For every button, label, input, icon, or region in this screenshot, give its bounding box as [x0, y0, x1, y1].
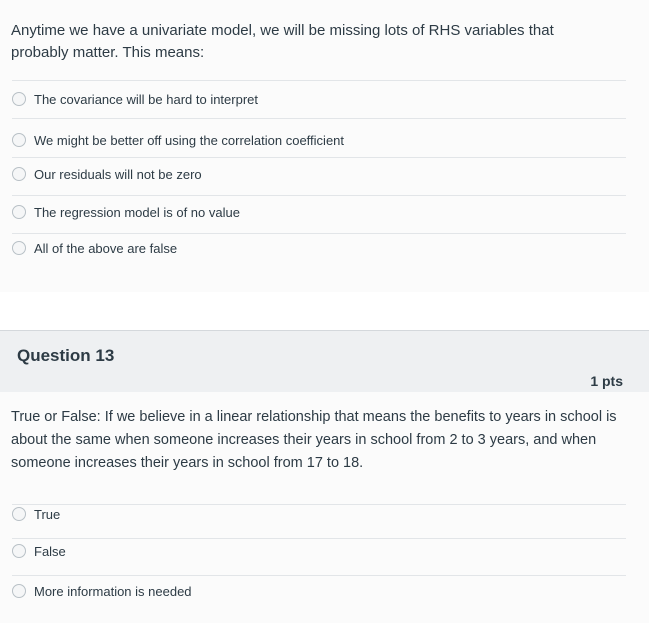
answer-label: More information is needed — [34, 583, 192, 599]
question-header — [0, 330, 649, 393]
radio-button[interactable] — [12, 544, 26, 558]
question-points: 1 pts — [590, 373, 623, 389]
divider — [12, 504, 626, 505]
divider — [12, 80, 626, 81]
divider — [12, 233, 626, 234]
answer-label: Our residuals will not be zero — [34, 166, 202, 182]
divider — [12, 575, 626, 576]
answer-option[interactable] — [12, 88, 258, 110]
answer-option[interactable] — [12, 201, 240, 223]
answer-option[interactable] — [12, 237, 177, 259]
divider — [12, 157, 626, 158]
answer-option[interactable] — [12, 580, 192, 602]
radio-button[interactable] — [12, 584, 26, 598]
radio-button[interactable] — [12, 205, 26, 219]
answer-label: The covariance will be hard to interpret — [34, 91, 259, 107]
answer-option[interactable] — [12, 503, 60, 525]
question-stem: Anytime we have a univariate model, we will be missing lots of RHS variables that probably matter. This means: — [11, 22, 554, 61]
answer-label: We might be better off using the correlation coefficient — [34, 132, 345, 148]
answer-label: All of the above are false — [34, 240, 178, 256]
answer-option[interactable] — [12, 163, 202, 185]
radio-button[interactable] — [12, 241, 26, 255]
question-body — [0, 392, 649, 623]
answer-option[interactable] — [12, 540, 66, 562]
question-stem: True or False: If we believe in a linear relationship that means the benefits to years in school is about the same when someone increases their years in school from 2 to 3 years, and when someone increases their years in school from 17 to 18. — [11, 409, 617, 471]
radio-button[interactable] — [12, 133, 26, 147]
answer-label: The regression model is of no value — [34, 204, 240, 220]
question-separator — [0, 292, 649, 330]
radio-button[interactable] — [12, 507, 26, 521]
answer-label: False — [34, 543, 66, 559]
divider — [12, 195, 626, 196]
radio-button[interactable] — [12, 167, 26, 181]
answer-label: True — [34, 506, 61, 522]
divider — [12, 118, 626, 119]
radio-button[interactable] — [12, 92, 26, 106]
previous-question — [0, 0, 649, 292]
answer-option[interactable] — [12, 129, 344, 151]
question-title: Question 13 — [17, 346, 115, 365]
divider — [12, 538, 626, 539]
